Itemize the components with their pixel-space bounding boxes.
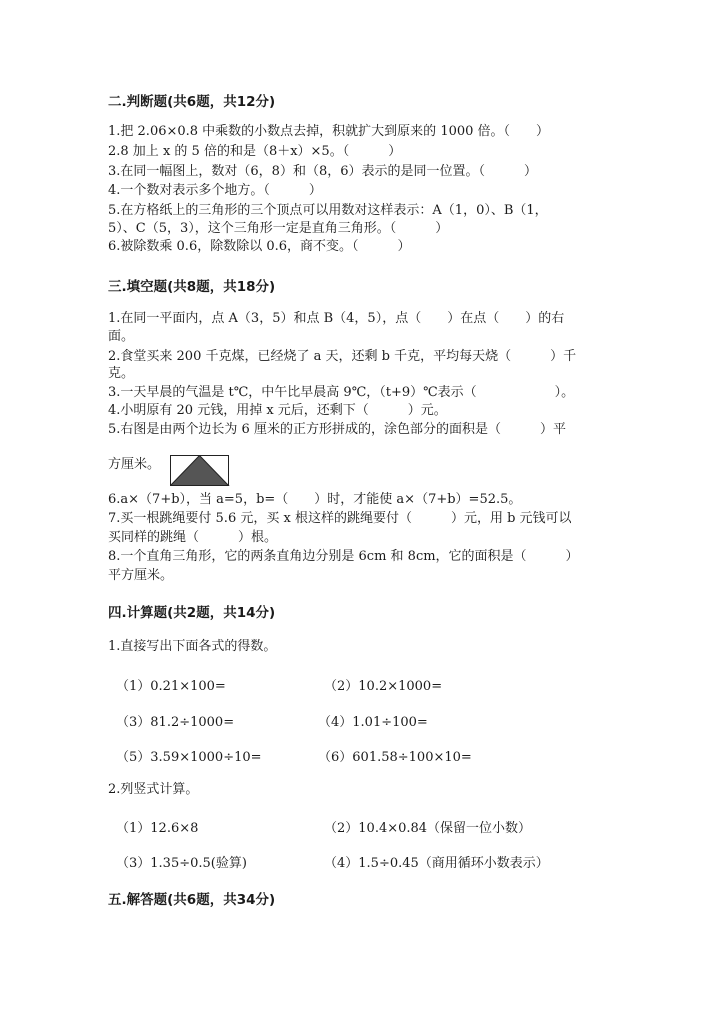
judge-item-4: 4.一个数对表示多个地方。（ ）	[108, 183, 322, 198]
calc-q1-item-6: （6）601.58÷100×10=	[318, 750, 472, 765]
fill-item-2b: 克。	[108, 366, 135, 381]
fill-item-5a: 5.右图是由两个边长为 6 厘米的正方形拼成的，涂色部分的面积是（ ）平	[108, 422, 566, 437]
fill-item-2a: 2.食堂买来 200 千克煤，已经烧了 a 天，还剩 b 千克，平均每天烧（ ）千	[108, 349, 577, 364]
section-2-title: 二.判断题(共6题，共12分)	[108, 94, 276, 110]
judge-item-5b: 5）、C（5，3），这个三角形一定是直角三角形。（ ）	[108, 221, 449, 236]
fill-item-7b: 买同样的跳绳（ ）根。	[108, 530, 278, 545]
judge-item-5a: 5.在方格纸上的三角形的三个顶点可以用数对这样表示：A（1，0）、B（1，	[108, 203, 548, 218]
calc-q1-item-2: （2）10.2×1000=	[324, 679, 443, 694]
fill-item-1a: 1.在同一平面内，点 A（3，5）和点 B（4，5），点（ ）在点（ ）的右	[108, 311, 565, 326]
calc-q1-item-4: （4）1.01÷100=	[318, 715, 428, 730]
calc-q1-item-5: （5）3.59×1000÷10=	[116, 750, 262, 765]
calc-q2-item-1: （1）12.6×8	[116, 821, 199, 836]
section-4-title: 四.计算题(共2题，共14分)	[108, 605, 276, 621]
judge-item-6: 6.被除数乘 0.6，除数除以 0.6，商不变。（ ）	[108, 239, 411, 254]
fill-item-4: 4.小明原有 20 元钱，用掉 x 元后，还剩下（ ）元。	[108, 403, 447, 418]
fill-item-8a: 8.一个直角三角形，它的两条直角边分别是 6cm 和 8cm，它的面积是（ ）	[108, 549, 579, 564]
calc-q2-item-3: （3）1.35÷0.5(验算)	[116, 856, 247, 871]
fill-item-1b: 面。	[108, 329, 135, 344]
judge-item-1: 1.把 2.06×0.8 中乘数的小数点去掉，积就扩大到原来的 1000 倍。（ ）	[108, 124, 550, 139]
shaded-triangle-figure	[170, 455, 230, 487]
section-5-title: 五.解答题(共6题，共34分)	[108, 892, 276, 908]
fill-item-5b: 方厘米。	[108, 457, 161, 472]
calc-q2-item-2: （2）10.4×0.84（保留一位小数）	[324, 821, 532, 836]
calc-q2-prompt: 2.列竖式计算。	[108, 782, 199, 797]
fill-item-6: 6.a×（7+b），当 a=5，b=（ ）时，才能使 a×（7+b）=52.5。	[108, 492, 522, 507]
judge-item-3: 3.在同一幅图上，数对（6，8）和（8，6）表示的是同一位置。（ ）	[108, 164, 537, 179]
calc-q2-item-4: （4）1.5÷0.45（商用循环小数表示）	[324, 856, 549, 871]
fill-item-8b: 平方厘米。	[108, 568, 174, 583]
calc-q1-item-1: （1）0.21×100=	[116, 679, 226, 694]
calc-q1-prompt: 1.直接写出下面各式的得数。	[108, 639, 277, 654]
judge-item-2: 2.8 加上 x 的 5 倍的和是（8＋x）×5。（ ）	[108, 144, 402, 159]
fill-item-7a: 7.买一根跳绳要付 5.6 元，买 x 根这样的跳绳要付（ ）元，用 b 元钱可以	[108, 511, 572, 526]
fill-item-3: 3.一天早晨的气温是 t℃，中午比早晨高 9℃，（t+9）℃表示（ ）。	[108, 385, 575, 400]
section-3-title: 三.填空题(共8题，共18分)	[108, 279, 276, 295]
calc-q1-item-3: （3）81.2÷1000=	[116, 715, 235, 730]
